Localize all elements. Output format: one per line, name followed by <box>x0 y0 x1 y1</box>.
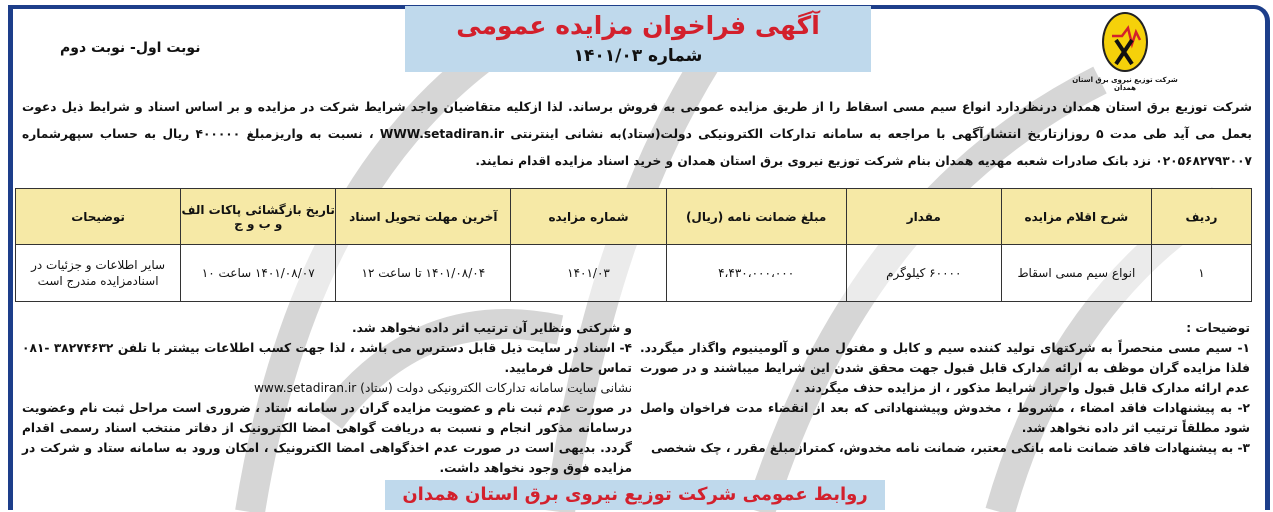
footer-public-relations: روابط عمومی شرکت توزیع نیروی برق استان همدان <box>385 480 885 510</box>
table-row <box>16 245 1252 302</box>
logo-icon <box>1102 12 1148 72</box>
col-header: شرح اقلام مزایده <box>1001 189 1151 245</box>
notes-heading: توضیحات : <box>1186 321 1250 335</box>
note-item: ۴- اسناد در سایت ذیل قابل دسترس می باشد ، لذا جهت کسب اطلاعات بیشتر با تلفن ۳۸۲۷۴۶۳۲ -۰۸۱ تماس حاصل فرمایید. <box>22 341 632 375</box>
table-cell: انواع سیم مسی اسقاط <box>1001 245 1151 302</box>
table-cell: ۱۴۰۱/۰۸/۰۷ ساعت ۱۰ <box>181 245 336 302</box>
notes-right-column <box>640 318 1250 458</box>
col-header: مقدار <box>846 189 1001 245</box>
publication-turn: نوبت اول- نوبت دوم <box>60 40 201 56</box>
title-box <box>405 6 871 72</box>
col-header: آخرین مهلت تحویل اسناد <box>336 189 511 245</box>
table-cell: ۴،۴۳۰،۰۰۰،۰۰۰ <box>666 245 846 302</box>
col-header: ردیف <box>1151 189 1251 245</box>
ad-number: شماره ۱۴۰۱/۰۳ <box>573 46 703 66</box>
notes-left-column <box>22 318 632 478</box>
logo-text: شرکت توزیع نیروی برق استان همدان <box>1072 76 1178 92</box>
col-header: تاریخ بازگشائی پاکات الف و ب و ج <box>181 189 336 245</box>
col-header: توضیحات <box>16 189 181 245</box>
note-item: ۲- به پیشنهادات فاقد امضاء ، مشروط ، مخدوش وپیشنهاداتی که بعد از انقضاء مدت فراخوان واصل شود مطلقاً ترتیب اثر داده نخواهد شد. <box>640 401 1250 435</box>
table-header-row <box>16 189 1252 245</box>
note-item: در صورت عدم ثبت نام و عضویت مزایده گران در سامانه ستاد ، ضروری است مراحل ثبت نام وعضویت درسامانه مذکور انجام و نسبت به دریافت گواهی امضا الکترونیک از دفاتر منتخب اسناد رسمی اقدام گردد. بدیهی است در صورت عدم اخذگواهی امضا الکترونیک ، امکان ورود به سامانه ستاد و شرکت در مزایده فوق وجود نخواهد داشت. <box>22 401 632 475</box>
intro-line: همدان بنام شرکت توزیع نیروی برق استان همدان و خرید اسناد مزایده اقدام نمایند. <box>475 154 974 168</box>
col-header: مبلغ ضمانت نامه (ریال) <box>666 189 846 245</box>
intro-paragraph <box>22 94 1252 175</box>
auction-table <box>15 188 1252 302</box>
note-item: ۱- سیم مسی منحصراً به شرکتهای تولید کننده سیم و کابل و مفتول مس و آلومینیوم واگذار میگردد. فلذا مزایده گران موظف به ارائه مدارک قابل قبول جهت محقق شدن این شرایط میباشند و در صورت عدم ارائه مدارک قابل قبول واحراز شرایط مذکور ، از مزایده حذف میگردند . <box>640 341 1250 395</box>
col-header: شماره مزایده <box>511 189 666 245</box>
table-cell: ۱۴۰۱/۰۳ <box>511 245 666 302</box>
company-logo <box>1070 12 1180 92</box>
table-cell: ۱ <box>1151 245 1251 302</box>
website-note: نشانی سایت سامانه تدارکات الکترونیکی دولت (ستاد) www.setadiran.ir <box>253 381 632 395</box>
note-item: و شرکتی ونظایر آن ترتیب اثر داده نخواهد شد. <box>352 321 632 335</box>
ad-title: آگهی فراخوان مزایده عمومی <box>456 11 820 40</box>
intro-line: روزازتاریخ انتشارآگهی با مراجعه به سامانه تدارکات الکترونیکی دولت(ستاد)به نشانی اینترنتی WWW.setadiran.ir ، نسبت به واریزمبلغ ۴۰۰۰۰۰ ریال به حساب سپهرشماره ۰۲۰۵۶۸۲۷۹۳۰۰۷ نزد بانک صادرات شعبه مهدیه <box>22 127 1252 168</box>
table-cell: ۶۰۰۰۰ کیلوگرم <box>846 245 1001 302</box>
note-item: ۳- به پیشنهادات فاقد ضمانت نامه بانکی معتبر، ضمانت نامه مخدوش، کمترازمبلغ مقرر ، چک شخصی <box>651 441 1250 455</box>
table-cell: سایر اطلاعات و جزئیات در اسنادمزایده مندرج است <box>16 245 181 302</box>
intro-line: شرکت توزیع برق استان همدان درنظردارد انواع سیم مسی اسقاط را از طریق مزایده عمومی به فروش برساند. لذا ازکلیه متقاضیان واجد شرایط شرکت در مزایده و بر اساس اسناد و شرایط ذیل دعوت بعمل می آید طی مدت ۵ <box>22 100 1252 141</box>
table-cell: ۱۴۰۱/۰۸/۰۴ تا ساعت ۱۲ <box>336 245 511 302</box>
